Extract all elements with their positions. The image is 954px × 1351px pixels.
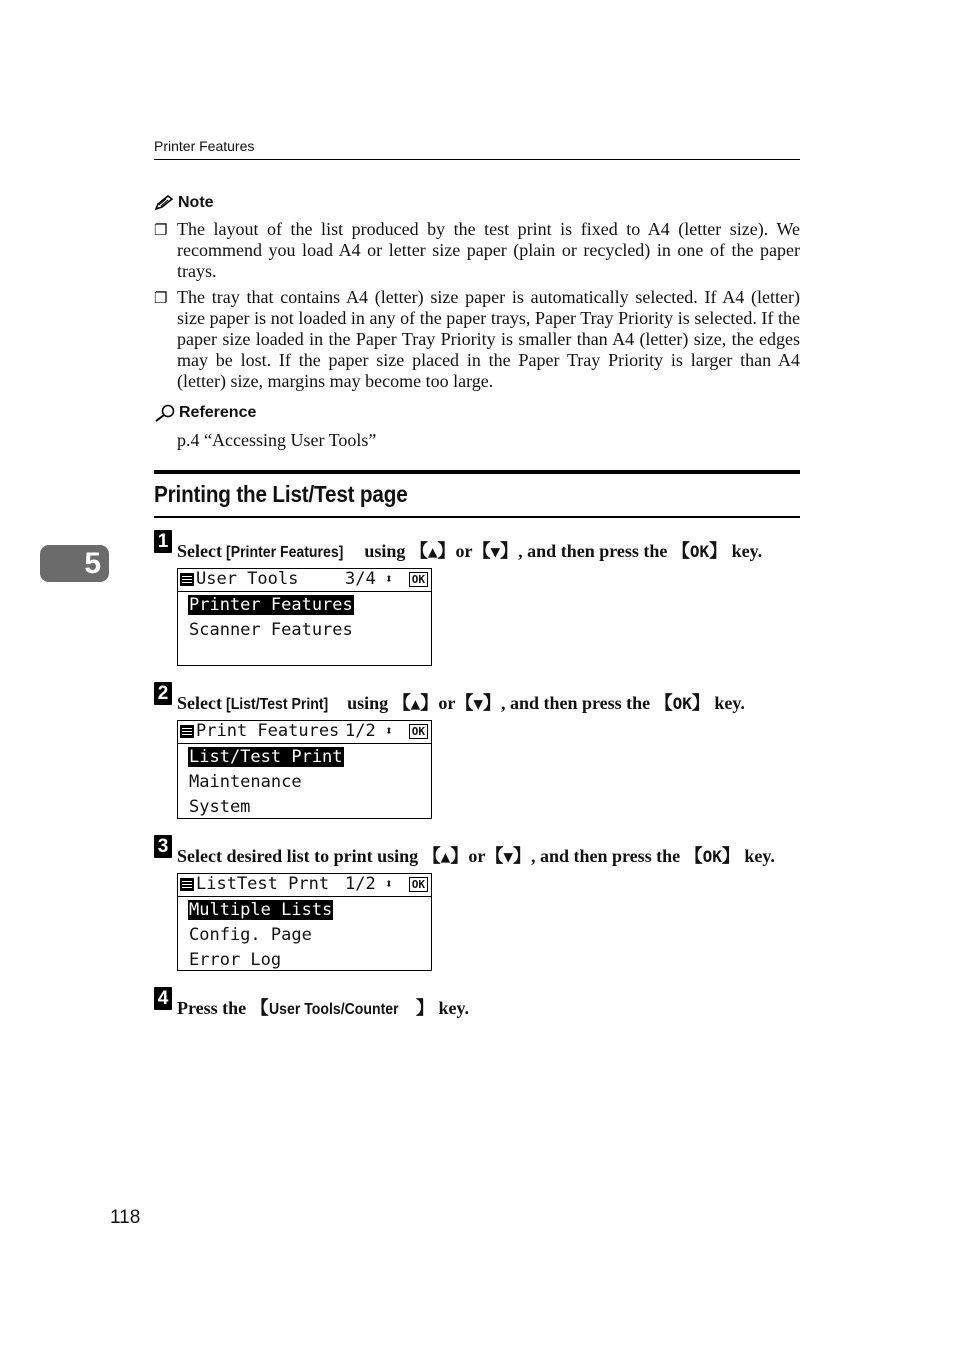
bracket: 】: [437, 541, 456, 562]
lcd-title: [180, 721, 339, 742]
step-text: using: [342, 693, 393, 713]
lcd-page-indicator: 1/2: [345, 874, 376, 894]
down-arrow-key-icon: ▼: [503, 847, 513, 866]
lcd-title-text: ListTest Prnt: [196, 874, 330, 894]
down-arrow-key-icon: ▼: [473, 694, 483, 713]
note-label: Note: [178, 194, 214, 211]
step-text: key.: [433, 998, 469, 1018]
checkbox-bullet-icon: ❐: [154, 221, 168, 239]
lcd-title: [180, 874, 329, 895]
bracket: 【: [472, 541, 491, 562]
user-tools-counter-key-label: User Tools/Counter: [268, 1001, 399, 1018]
step-text: or: [438, 693, 456, 713]
lcd-menu-item-selected[interactable]: Printer Features: [189, 595, 353, 615]
ui-label: [List/Test Print]: [226, 696, 329, 713]
reference-label: Reference: [179, 404, 257, 421]
menu-icon: [180, 725, 194, 738]
bracket: 】: [512, 846, 531, 867]
step-text: key.: [739, 846, 775, 866]
ok-key-label: OK: [672, 694, 692, 713]
bracket: 【: [422, 846, 441, 867]
ok-icon: OK: [409, 724, 428, 739]
step-instruction: [177, 537, 762, 563]
menu-icon: [180, 878, 194, 891]
scroll-arrows-icon: ⬍: [385, 877, 393, 892]
bracket: 【: [455, 693, 474, 714]
up-arrow-key-icon: ▲: [427, 542, 438, 561]
lcd-screen: [177, 873, 432, 971]
step-text: , and then press the: [518, 541, 672, 561]
ok-key-label: OK: [702, 847, 722, 866]
bracket: 】: [500, 541, 519, 562]
bracket: 【: [671, 541, 690, 562]
note-item-text: The layout of the list produced by the test print is fixed to A4 (letter size). We recommend you load A4 or letter size paper (plain or recycled) in one of the paper trays.: [177, 219, 800, 281]
ui-label: [Printer Features]: [226, 544, 344, 561]
lcd-page-indicator: 3/4: [345, 569, 376, 589]
ok-icon: OK: [409, 572, 428, 587]
bracket: 【: [654, 693, 673, 714]
bracket: 】: [482, 693, 501, 714]
bracket: 】: [420, 693, 439, 714]
bracket: 【: [409, 541, 428, 562]
lcd-page-indicator: 1/2: [345, 721, 376, 741]
bracket: 】: [691, 693, 710, 714]
step-number: 2: [154, 682, 172, 705]
bracket: 【: [392, 693, 411, 714]
lcd-menu-item-selected[interactable]: List/Test Print: [189, 747, 343, 767]
lcd-menu-item[interactable]: Error Log: [189, 950, 282, 970]
header-rule: [154, 159, 800, 160]
page-number: 118: [110, 1207, 141, 1228]
ok-icon: OK: [409, 877, 428, 892]
down-arrow-key-icon: ▼: [490, 542, 501, 561]
lcd-menu-item[interactable]: Maintenance: [189, 772, 302, 792]
bracket: 】: [450, 846, 469, 867]
step-text: key.: [727, 541, 763, 561]
lcd-title-bar: [178, 569, 431, 592]
step-text: Press the: [177, 998, 251, 1018]
lcd-screen: [177, 720, 432, 819]
lcd-menu-item[interactable]: Scanner Features: [189, 620, 353, 640]
step-text: , and then press the: [500, 693, 655, 713]
step-text: Select desired list to print using: [177, 846, 423, 866]
bracket: 【: [684, 846, 703, 867]
section-title: Printing the List/Test page: [154, 481, 408, 507]
lcd-title-bar: [178, 721, 431, 744]
bracket: 】: [721, 846, 740, 867]
note-item: [154, 287, 800, 392]
running-header: Printer Features: [154, 138, 255, 154]
step-instruction: [177, 842, 775, 868]
lcd-title-text: User Tools: [196, 569, 299, 589]
up-arrow-key-icon: ▲: [410, 694, 421, 713]
section-rule-top: [154, 470, 800, 474]
step-text: or: [455, 541, 473, 561]
lcd-menu-item[interactable]: Config. Page: [189, 925, 312, 945]
pencil-icon: [154, 195, 174, 211]
up-arrow-key-icon: ▲: [440, 847, 451, 866]
lcd-menu-item-selected[interactable]: Multiple Lists: [189, 900, 333, 920]
step-number: 1: [154, 530, 172, 553]
checkbox-bullet-icon: ❐: [154, 289, 168, 307]
step-instruction: [177, 689, 745, 715]
note-item: [154, 219, 800, 282]
lcd-menu-item[interactable]: System: [189, 797, 251, 817]
lcd-title-bar: [178, 874, 431, 897]
lcd-title: [180, 569, 298, 590]
step-text: key.: [709, 693, 745, 713]
reference-heading: [154, 404, 256, 422]
scroll-arrows-icon: ⬍: [385, 724, 393, 739]
step-number: 4: [154, 987, 172, 1010]
magnifier-icon: [154, 404, 176, 422]
step-text: Select: [177, 693, 227, 713]
menu-icon: [180, 573, 194, 586]
bracket: 】: [415, 998, 434, 1019]
chapter-tab: 5: [40, 545, 109, 582]
ok-key-label: OK: [689, 542, 710, 561]
bracket: 【: [485, 846, 504, 867]
step-text: , and then press the: [530, 846, 685, 866]
step-number: 3: [154, 835, 172, 858]
reference-link[interactable]: p.4 “Accessing User Tools”: [177, 430, 377, 450]
step-text: using: [359, 541, 410, 561]
lcd-title-text: Print Features: [196, 721, 340, 741]
bracket: 【: [250, 998, 269, 1019]
step-text: or: [468, 846, 486, 866]
step-text: Select: [177, 541, 227, 561]
step-instruction: [177, 994, 469, 1020]
note-item-text: The tray that contains A4 (letter) size paper is automatically selected. If A4 (letter) size paper is not loaded in any of the paper trays, Paper Tray Priority is selected. If the paper size loaded in the Paper Tray Priority is smaller than A4 (letter) size, the edges may be lost. If the paper size placed in the Paper Tray Priority is larger than A4 (letter) size, margins may become too large.: [177, 287, 800, 391]
section-rule-bottom: [154, 516, 800, 518]
lcd-screen: [177, 568, 432, 666]
scroll-arrows-icon: ⬍: [385, 572, 393, 587]
bracket: 】: [709, 541, 728, 562]
note-heading: [154, 194, 214, 212]
